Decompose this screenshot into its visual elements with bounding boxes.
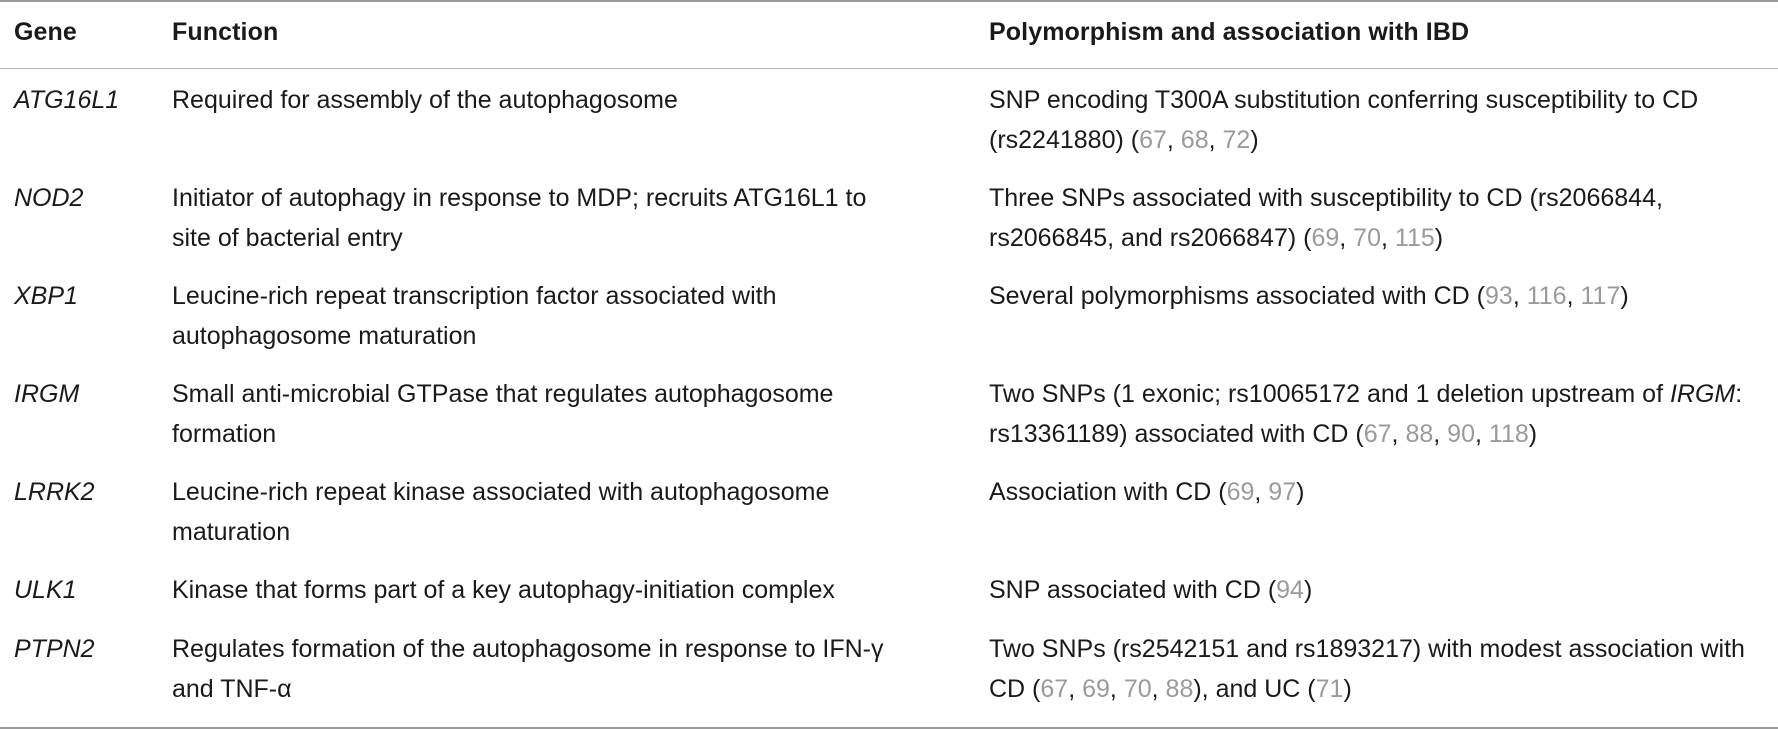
- function-line: Required for assembly of the autophagosome: [172, 86, 678, 114]
- reference-number[interactable]: 69: [1082, 675, 1110, 703]
- reference-number[interactable]: 116: [1526, 282, 1567, 310]
- text-segment: Association with CD (: [989, 478, 1227, 506]
- polymorphism-cell: [989, 570, 1774, 610]
- header-gene: Gene: [14, 18, 77, 46]
- text-segment: CD (: [989, 675, 1041, 703]
- text-segment: ): [1620, 282, 1629, 310]
- reference-number[interactable]: 70: [1123, 675, 1152, 703]
- function-line: formation: [172, 420, 277, 448]
- polymorphism-cell: [989, 374, 1774, 454]
- text-segment: SNP associated with CD (: [989, 576, 1277, 604]
- polymorphism-line: [989, 374, 1774, 414]
- function-line: Regulates formation of the autophagosome in response to IFN-γ: [172, 635, 884, 663]
- reference-number[interactable]: 70: [1353, 224, 1381, 252]
- text-segment: ,: [1208, 126, 1223, 154]
- reference-number[interactable]: 118: [1488, 420, 1529, 448]
- reference-number[interactable]: 71: [1315, 675, 1344, 703]
- text-segment: ,: [1109, 675, 1124, 703]
- text-segment: ,: [1166, 126, 1181, 154]
- header-polymorphism: Polymorphism and association with IBD: [989, 18, 1470, 46]
- function-line: Leucine-rich repeat kinase associated with autophagosome: [172, 478, 830, 506]
- header-function: Function: [172, 18, 279, 46]
- reference-number[interactable]: 69: [1311, 224, 1340, 252]
- text-segment: Three SNPs associated with susceptibility to CD (rs2066844,: [989, 184, 1663, 212]
- text-segment: ): [1434, 224, 1444, 252]
- polymorphism-line: [989, 120, 1774, 160]
- reference-number[interactable]: 67: [1363, 420, 1392, 448]
- reference-number[interactable]: 93: [1485, 282, 1513, 310]
- gene-cell: IRGM: [14, 380, 80, 408]
- text-segment: ): [1250, 126, 1259, 154]
- text-segment: ,: [1391, 420, 1406, 448]
- reference-number[interactable]: 67: [1139, 126, 1167, 154]
- function-line: Initiator of autophagy in response to MDP; recruits ATG16L1 to: [172, 184, 867, 212]
- function-line: and TNF-α: [172, 675, 292, 703]
- text-segment: :: [1735, 380, 1743, 408]
- function-cell: [172, 276, 942, 356]
- function-line: Leucine-rich repeat transcription factor associated with: [172, 282, 777, 310]
- text-segment: ): [1296, 478, 1305, 506]
- text-segment: ,: [1433, 420, 1448, 448]
- gene-cell: ULK1: [14, 576, 77, 604]
- text-segment: SNP encoding T300A substitution conferring susceptibility to CD: [989, 86, 1699, 114]
- polymorphism-line: [989, 669, 1774, 709]
- reference-number[interactable]: 88: [1165, 675, 1194, 703]
- reference-number[interactable]: 94: [1276, 576, 1304, 604]
- text-segment: Two SNPs (1 exonic; rs10065172 and 1 deletion upstream of: [989, 380, 1670, 408]
- text-segment: ,: [1151, 675, 1166, 703]
- polymorphism-cell: [989, 629, 1774, 709]
- reference-number[interactable]: 69: [1226, 478, 1255, 506]
- text-segment: rs13361189) associated with CD (: [989, 420, 1364, 448]
- polymorphism-line: [989, 178, 1774, 218]
- polymorphism-line: [989, 629, 1774, 669]
- text-segment: rs2066845, and rs2066847) (: [989, 224, 1312, 252]
- function-line: Small anti-microbial GTPase that regulates autophagosome: [172, 380, 834, 408]
- function-cell: [172, 178, 942, 258]
- table-top-rule: [0, 0, 1778, 2]
- polymorphism-cell: [989, 178, 1774, 258]
- gene-cell: NOD2: [14, 184, 84, 212]
- reference-number[interactable]: 115: [1394, 224, 1435, 252]
- gene-cell: LRRK2: [14, 478, 95, 506]
- reference-number[interactable]: 117: [1580, 282, 1621, 310]
- function-line: maturation: [172, 518, 291, 546]
- function-line: autophagosome maturation: [172, 322, 477, 350]
- text-segment: ,: [1566, 282, 1581, 310]
- polymorphism-cell: [989, 80, 1774, 160]
- text-segment: ,: [1474, 420, 1489, 448]
- function-cell: [172, 374, 942, 454]
- text-segment: ): [1303, 576, 1313, 604]
- function-cell: [172, 80, 942, 120]
- reference-number[interactable]: 97: [1268, 478, 1297, 506]
- polymorphism-line: [989, 218, 1774, 258]
- text-segment: ): [1343, 675, 1352, 703]
- gene-cell: ATG16L1: [14, 86, 120, 114]
- text-segment: ), and UC (: [1193, 675, 1316, 703]
- text-segment: ,: [1254, 478, 1269, 506]
- reference-number[interactable]: 72: [1222, 126, 1251, 154]
- polymorphism-cell: [989, 472, 1774, 512]
- function-cell: [172, 570, 942, 610]
- gene-cell: PTPN2: [14, 635, 95, 663]
- text-segment: ): [1528, 420, 1538, 448]
- function-line: site of bacterial entry: [172, 224, 403, 252]
- text-segment: (rs2241880) (: [989, 126, 1140, 154]
- text-segment: ,: [1380, 224, 1395, 252]
- header-rule: [0, 68, 1778, 69]
- text-segment: ,: [1068, 675, 1083, 703]
- reference-number[interactable]: 68: [1180, 126, 1209, 154]
- text-segment: Two SNPs (rs2542151 and rs1893217) with modest association with: [989, 635, 1745, 663]
- polymorphism-cell: [989, 276, 1774, 316]
- gene-name-inline: IRGM: [1669, 380, 1736, 408]
- function-cell: [172, 472, 942, 552]
- polymorphism-line: [989, 472, 1774, 512]
- gene-cell: XBP1: [14, 282, 78, 310]
- reference-number[interactable]: 90: [1447, 420, 1475, 448]
- polymorphism-line: [989, 80, 1774, 120]
- function-cell: [172, 629, 942, 709]
- function-line: Kinase that forms part of a key autophagy-initiation complex: [172, 576, 835, 604]
- reference-number[interactable]: 67: [1040, 675, 1069, 703]
- text-segment: ,: [1512, 282, 1527, 310]
- text-segment: Several polymorphisms associated with CD (: [989, 282, 1486, 310]
- polymorphism-line: [989, 570, 1774, 610]
- polymorphism-line: [989, 414, 1774, 454]
- polymorphism-line: [989, 276, 1774, 316]
- reference-number[interactable]: 88: [1405, 420, 1434, 448]
- text-segment: ,: [1339, 224, 1354, 252]
